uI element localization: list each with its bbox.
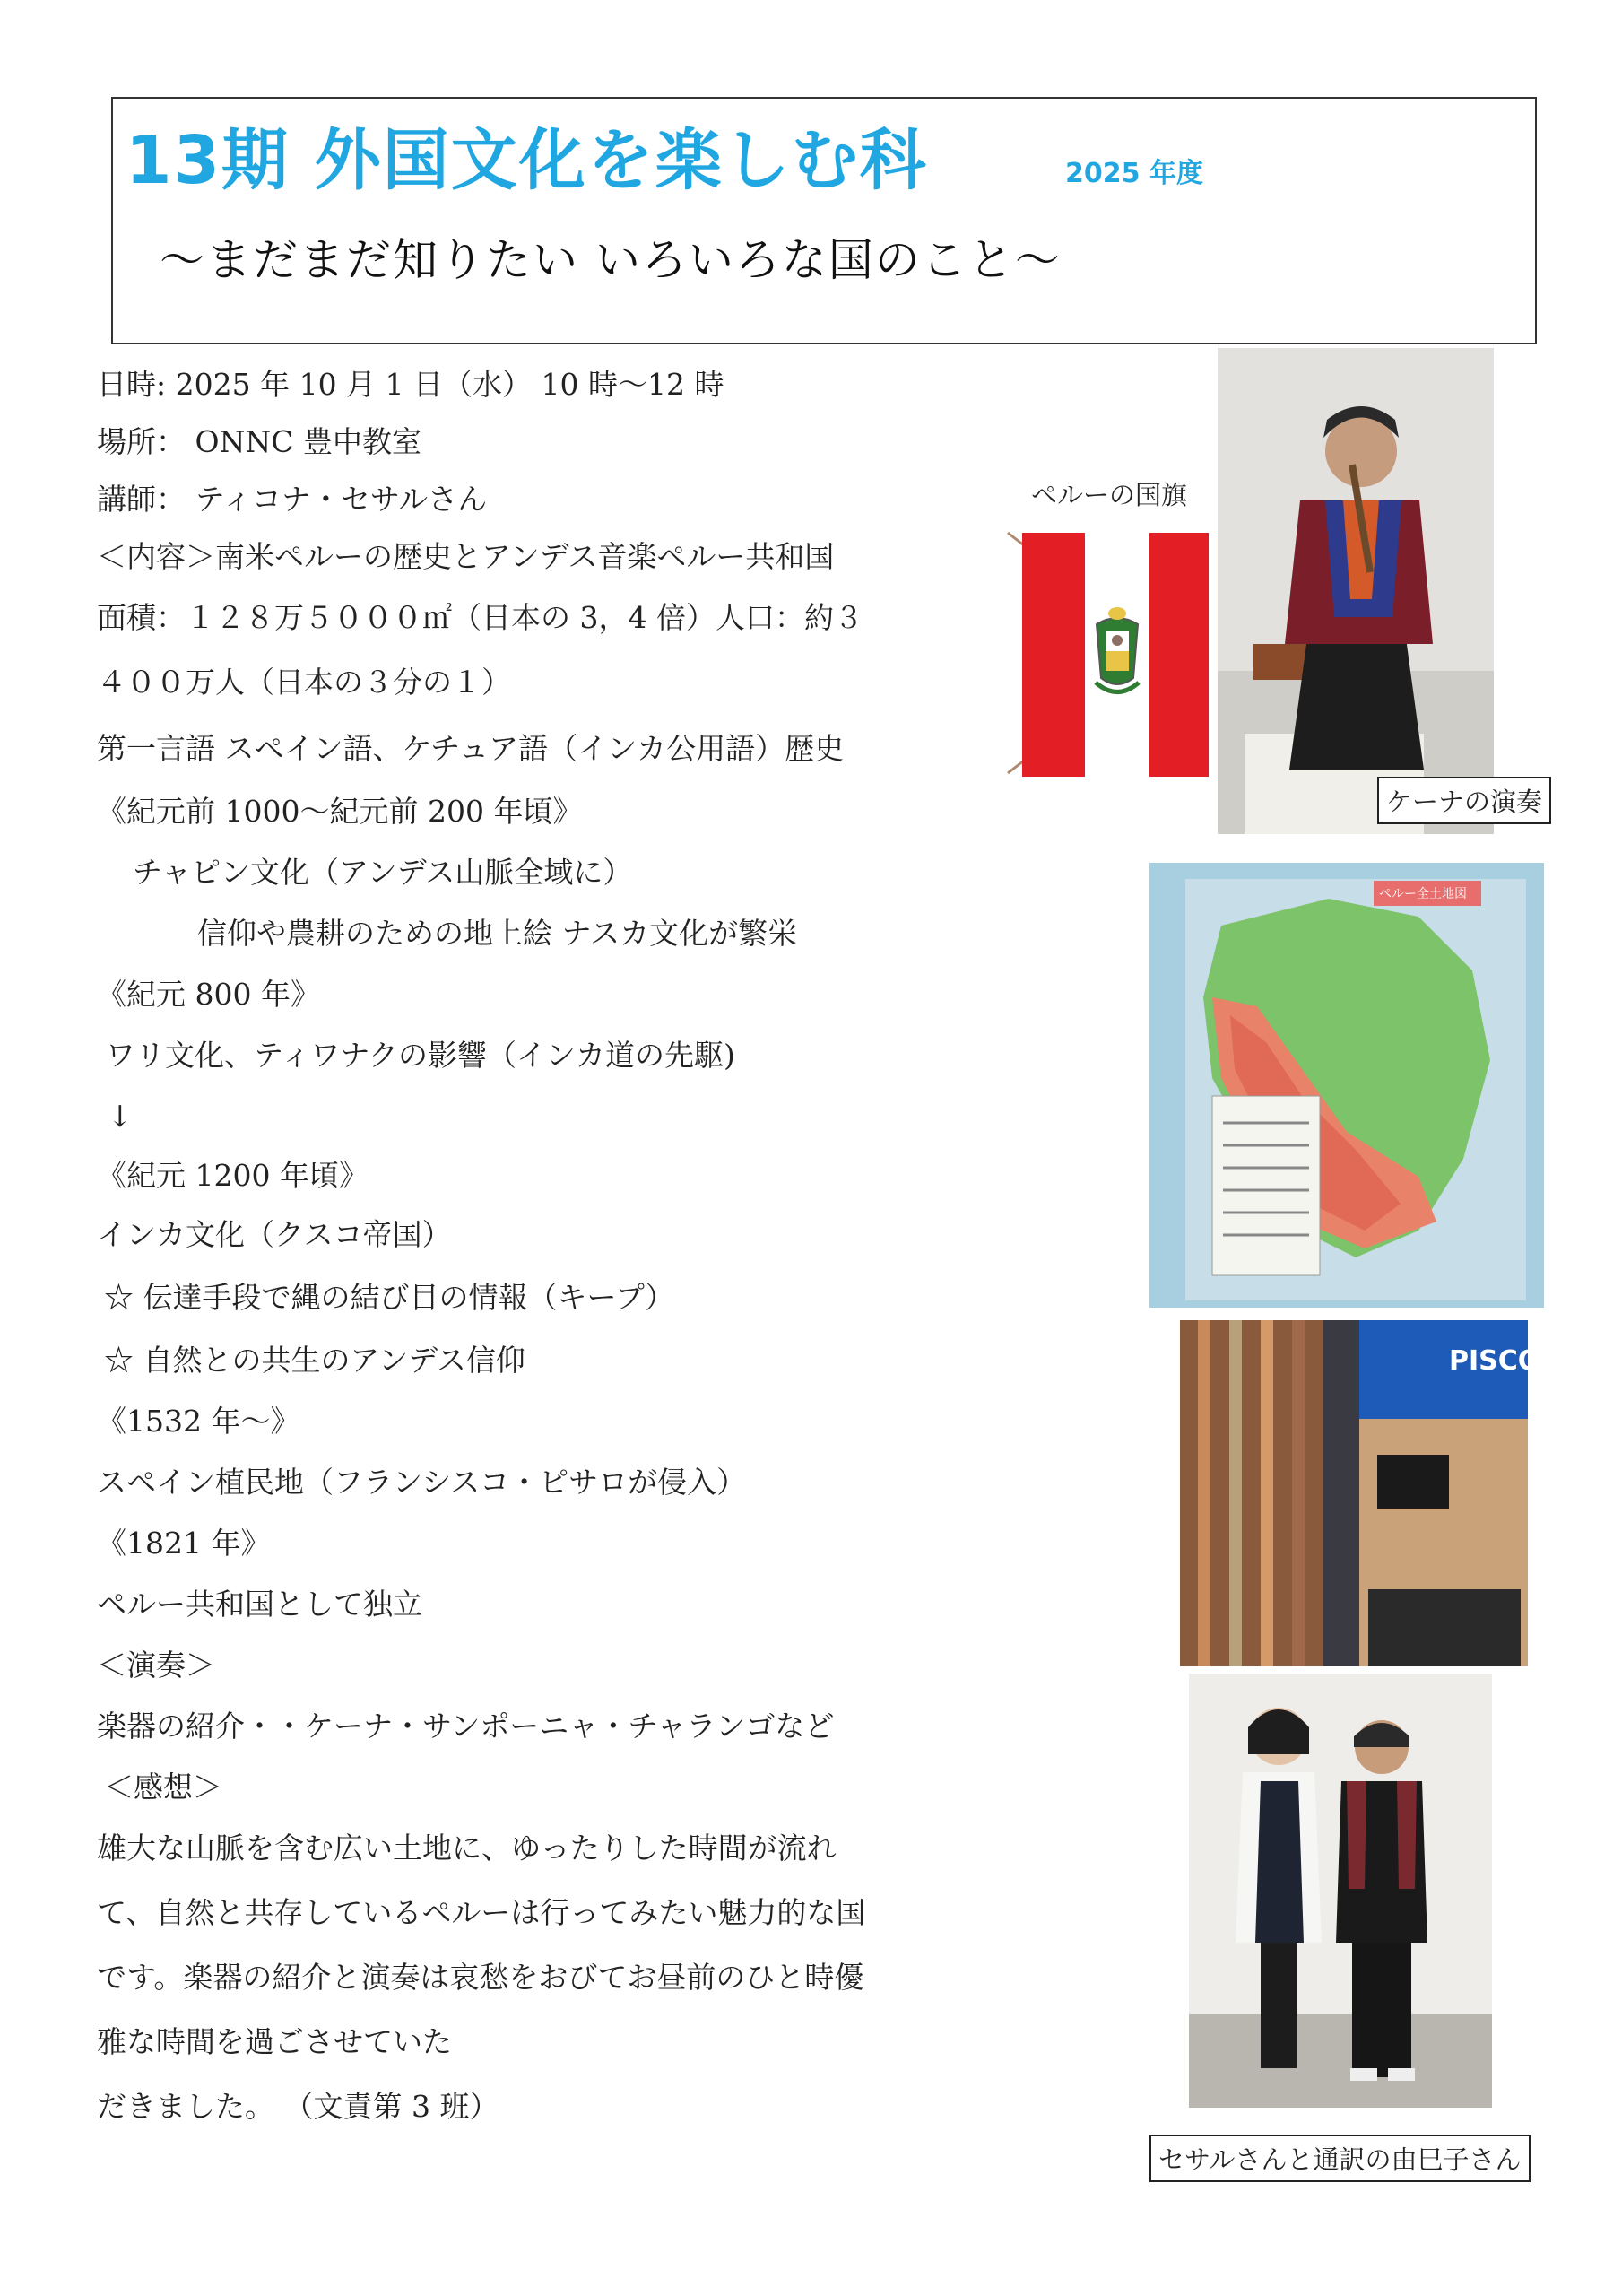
body-line-area: 面積：１２８万５０００㎡（日本の 3，4 倍）人口：約３ <box>97 600 863 635</box>
body-line-date: 日時: 2025 年 10 月 1 日（水） 10 時～12 時 <box>97 367 724 402</box>
body-line-wari: ワリ文化、ティワナクの影響（インカ道の先駆) <box>106 1038 735 1073</box>
body-line-quipu: ☆ 伝達手段で縄の結び目の情報（キープ） <box>104 1280 675 1315</box>
quena-caption: ケーナの演奏 <box>1377 777 1551 824</box>
body-line-era-3: 《紀元 1200 年頃》 <box>97 1158 369 1193</box>
flag-caption: ペルーの国旗 <box>1031 475 1187 512</box>
body-line-instruments: 楽器の紹介・・ケーナ・サンポーニャ・チャランゴなど <box>97 1709 835 1744</box>
map-title: ペルー全土地図 <box>1379 887 1467 901</box>
year-label: 2025 年度 <box>1065 158 1203 189</box>
body-line-arrow: ↓ <box>108 1099 133 1134</box>
body-line-era-5: 《1821 年》 <box>97 1526 271 1561</box>
subtitle: ～まだまだ知りたい いろいろな国のこと～ <box>160 234 1062 286</box>
body-line-population: ４００万人（日本の３分の１） <box>97 665 511 700</box>
body-line-andes-belief: ☆ 自然との共生のアンデス信仰 <box>104 1343 525 1378</box>
people-photo <box>1189 1674 1492 2108</box>
store-sign: PISCO <box>1449 1345 1541 1377</box>
peru-map-photo <box>1149 863 1544 1308</box>
people-caption: セサルさんと通訳の由巳子さん <box>1149 2135 1531 2182</box>
body-line-lecturer: 講師： ティコナ・セサルさん <box>97 482 488 517</box>
body-line-colony: スペイン植民地（フランシスコ・ピサロが侵入） <box>97 1465 747 1500</box>
body-line-era-1: 《紀元前 1000～紀元前 200 年頃》 <box>97 794 583 829</box>
store-photo <box>1180 1320 1541 1666</box>
peru-flag <box>1002 526 1209 786</box>
body-line-impression-5: だきました。 （文責第 3 班） <box>97 2089 499 2124</box>
body-line-inca: インカ文化（クスコ帝国） <box>97 1217 452 1252</box>
body-line-content: ＜内容＞南米ペルーの歴史とアンデス音楽ペルー共和国 <box>97 539 835 574</box>
body-line-language: 第一言語 スペイン語、ケチュア語（インカ公用語）歴史 <box>97 731 845 766</box>
body-line-impression-3: です。楽器の紹介と演奏は哀愁をおびてお昼前のひと時優 <box>97 1960 864 1995</box>
body-line-impression-4: 雅な時間を過ごさせていた <box>97 2024 452 2059</box>
body-line-impression-2: て、自然と共存しているペルーは行ってみたい魅力的な国 <box>97 1895 866 1930</box>
body-line-impression-1: 雄大な山脈を含む広い土地に、ゆったりした時間が流れ <box>97 1831 837 1866</box>
body-line-independence: ペルー共和国として独立 <box>97 1587 422 1622</box>
body-line-performance-heading: ＜演奏＞ <box>97 1648 215 1683</box>
body-line-nazca: 信仰や農耕のための地上絵 ナスカ文化が繁栄 <box>197 916 798 951</box>
quena-performance-photo <box>1218 348 1494 834</box>
body-line-impressions-heading: ＜感想＞ <box>104 1770 222 1805</box>
body-line-place: 場所： ONNC 豊中教室 <box>97 424 422 459</box>
body-line-era-2: 《紀元 800 年》 <box>97 977 320 1012</box>
body-line-era-4: 《1532 年～》 <box>97 1404 300 1439</box>
page-title: 13期 外国文化を楽しむ科 <box>126 122 928 199</box>
body-line-chavin: チャピン文化（アンデス山脈全域に） <box>133 855 633 890</box>
